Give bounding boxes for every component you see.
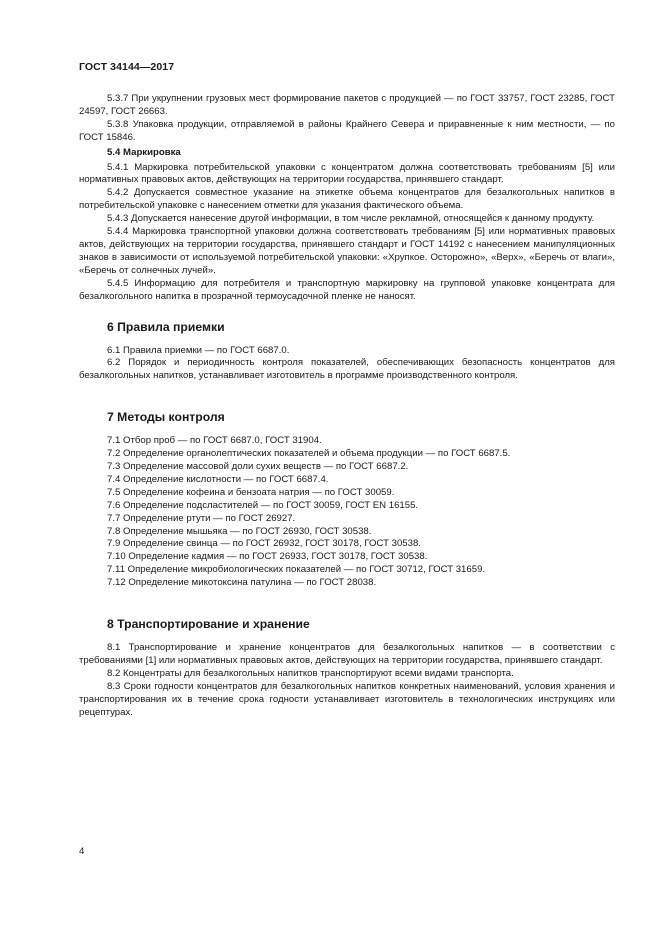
list-item: 7.8 Определение мышьяка — по ГОСТ 26930, ГОСТ 30538. bbox=[107, 525, 372, 537]
clause-5-4-2: 5.4.2 Допускается совместное указание на этикетке объема концентратов для безалкогольных напитков в потребительской упаковке с нанесением отметки для указания фактического объема. bbox=[79, 187, 615, 212]
list-item: 7.6 Определение подсластителей — по ГОСТ 30059, ГОСТ EN 16155. bbox=[107, 499, 419, 511]
clause-5-4-3: 5.4.3 Допускается нанесение другой информации, в том числе рекламной, относящейся к данному продукту. bbox=[107, 213, 595, 225]
list-item: 7.10 Определение кадмия — по ГОСТ 26933, ГОСТ 30178, ГОСТ 30538. bbox=[107, 551, 428, 563]
list-item: 7.4 Определение кислотности — по ГОСТ 6687.4. bbox=[107, 473, 329, 485]
clause-6-2: 6.2 Порядок и периодичность контроля показателей, обеспечивающих безопасность концентратов для безалкогольных напитков, устанавливает изготовитель в программе производственного контроля. bbox=[79, 357, 615, 382]
clause-6-1: 6.1 Правила приемки — по ГОСТ 6687.0. bbox=[107, 344, 290, 356]
list-item: 7.3 Определение массовой доли сухих веществ — по ГОСТ 6687.2. bbox=[107, 461, 409, 473]
clause-8-2: 8.2 Концентраты для безалкогольных напитков транспортируют всеми видами транспорта. bbox=[107, 667, 514, 679]
list-item: 7.7 Определение ртути — по ГОСТ 26927. bbox=[107, 512, 296, 524]
clause-5-3-8: 5.3.8 Упаковка продукции, отправляемой в районы Крайнего Севера и приравненные к ним местности, — по ГОСТ 15846. bbox=[79, 118, 615, 143]
clause-8-3: 8.3 Сроки годности концентратов для безалкогольных напитков конкретных наименований, условия хранения и транспортирования их в течение срока годности устанавливает изготовитель в технологических инструкциях или рецептурах. bbox=[79, 680, 615, 718]
clause-5-4-4: 5.4.4 Маркировка транспортной упаковки должна соответствовать требованиям [5] или нормативных правовых актов, действующих на территории государства, принявшего стандарт и ГОСТ 14192 с нанесением манипуляционных знаков в зависимости от используемой потребительской упаковки: «Хрупкое. Осторожно», «Верх», «Беречь от влаги», «Беречь от солнечных лучей». bbox=[79, 226, 615, 276]
list-item: 7.1 Отбор проб — по ГОСТ 6687.0, ГОСТ 31904. bbox=[107, 435, 322, 447]
clause-5-3-7: 5.3.7 При укрупнении грузовых мест формирование пакетов с продукцией — по ГОСТ 33757, ГОСТ 23285, ГОСТ 24597, ГОСТ 26663. bbox=[79, 93, 615, 117]
clause-5-4-5: 5.4.5 Информацию для потребителя и транспортную маркировку на групповой упаковке концентрата для безалкогольного напитка в прозрачной термоусадочной пленке не наносят. bbox=[79, 277, 615, 302]
list-item: 7.5 Определение кофеина и бензоата натрия — по ГОСТ 30059. bbox=[107, 486, 395, 498]
clause-5-4-1: 5.4.1 Маркировка потребительской упаковки с концентратом должна соответствовать требованиям [5] или нормативных правовых актов, действующих на территории государства, принявшего стандарт. bbox=[79, 161, 615, 186]
list-item: 7.12 Определение микотоксина патулина — по ГОСТ 28038. bbox=[107, 577, 377, 589]
page-number: 4 bbox=[79, 846, 85, 857]
clause-8-1: 8.1 Транспортирование и хранение концентратов для безалкогольных напитков — в соответствии с требованиями [1] или нормативных правовых актов, действующих на территории государства, принявшего стандарт. bbox=[79, 642, 615, 666]
section-6-heading: 6 Правила приемки bbox=[107, 319, 225, 334]
methods-list bbox=[79, 435, 615, 590]
document-code-header: ГОСТ 34144—2017 bbox=[79, 61, 175, 73]
list-item: 7.9 Определение свинца — по ГОСТ 26932, ГОСТ 30178, ГОСТ 30538. bbox=[107, 538, 421, 550]
section-7-heading: 7 Методы контроля bbox=[107, 410, 225, 425]
section-8-heading: 8 Транспортирование и хранение bbox=[107, 617, 310, 632]
list-item: 7.2 Определение органолептических показателей и объема продукции — по ГОСТ 6687.5. bbox=[107, 448, 511, 460]
document-body bbox=[79, 93, 615, 720]
subsection-5-4-heading: 5.4 Маркировка bbox=[107, 146, 181, 158]
list-item: 7.11 Определение микробиологических показателей — по ГОСТ 30712, ГОСТ 31659. bbox=[107, 564, 486, 576]
